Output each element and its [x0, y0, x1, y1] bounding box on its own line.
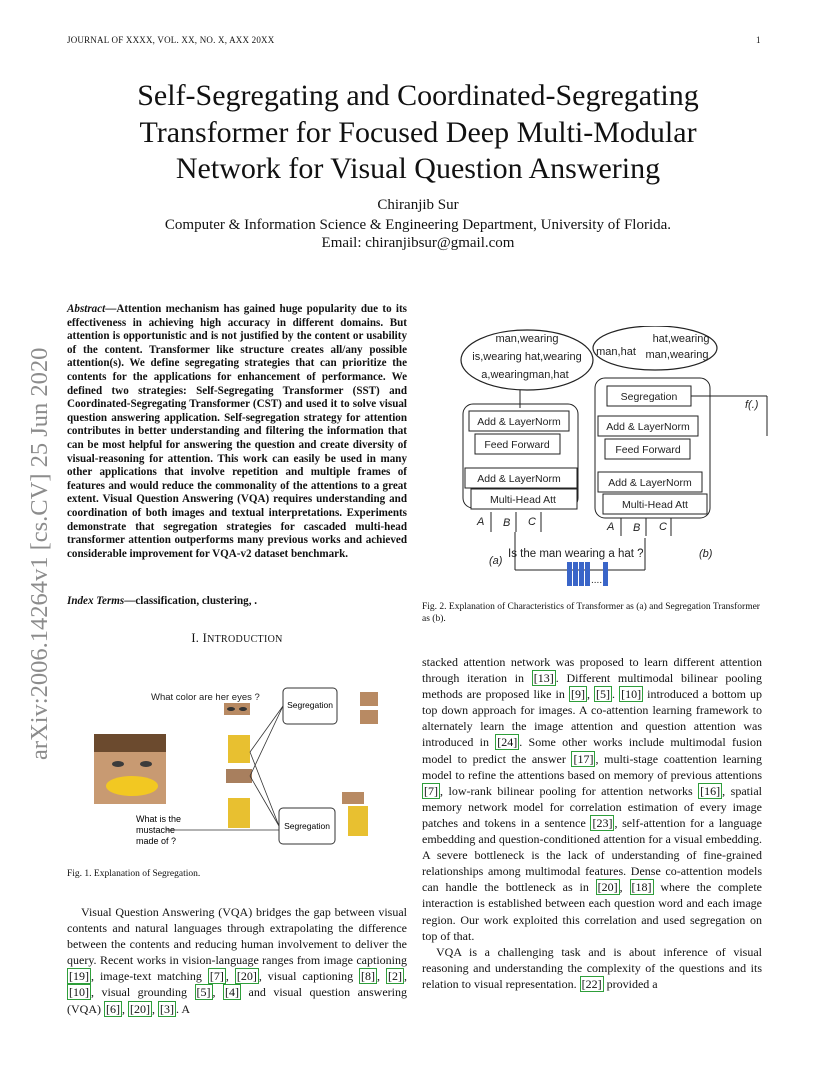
citation-link[interactable]: [16]: [700, 783, 721, 798]
paragraph: [422, 654, 762, 944]
body-text: provided a: [603, 976, 658, 991]
body-text: where the complete interaction is established between each question word and each image region. Our work exploited this correlation and used segregation on top of that.: [422, 880, 762, 943]
arxiv-stamp: arXiv:2006.14264v1 [cs.CV] 25 Jun 2020: [26, 347, 53, 760]
author-affiliation: Computer & Information Science & Engineering Department, University of Florida.: [164, 217, 672, 233]
citation-link[interactable]: [20]: [236, 969, 257, 984]
citation-link[interactable]: [7]: [209, 969, 224, 984]
banana-crop: [228, 735, 250, 763]
running-header: JOURNAL OF XXXX, VOL. XX, NO. X, AXX 20XX: [67, 35, 275, 45]
abc-label: C: [528, 516, 536, 528]
body-text: .: [612, 687, 620, 702]
section-heading-introduction: [67, 631, 407, 646]
body-text: ,: [212, 985, 224, 1000]
feature-bar: [573, 562, 578, 586]
figure-1-caption: Fig. 1. Explanation of Segregation.: [67, 869, 201, 879]
body-text: and visual question answering (VQA): [67, 985, 407, 1016]
body-text: . Some other works include multimodal fusion model to predict the answer: [422, 735, 762, 766]
citation-link[interactable]: [7]: [424, 783, 438, 798]
banana-crop: [348, 806, 368, 836]
abc-label: C: [659, 521, 667, 533]
page-number: 1: [756, 35, 761, 45]
fig1-question-1: What color are her eyes ?: [151, 692, 260, 703]
introduction-paragraph: [67, 904, 407, 1017]
f-label: f(.): [745, 399, 759, 411]
bubble-text: man,wearing: [645, 349, 709, 361]
body-text: , low-rank bilinear pooling for attention networks: [440, 783, 699, 798]
body-text: , image-text matching: [91, 969, 208, 984]
body-text: , spatial memory network model for correlation estimation of every image patches and tokens in a sentence: [422, 783, 763, 830]
eye-crop: [360, 710, 378, 724]
citation-link[interactable]: [3]: [160, 1001, 174, 1016]
citation-link[interactable]: [5]: [596, 687, 611, 702]
title-line: Network for Visual Question Answering: [175, 152, 661, 185]
citation-link[interactable]: [18]: [631, 880, 652, 895]
segregation-box-label: Segregation: [284, 821, 330, 831]
body-text: , self-attention for a language embedding and question-conditioned attention for a visual embedding. A severe bottleneck is the lack of understanding of fine-grained relationships among multimodal features. Dense co-attention models can handle the bottleneck as in: [422, 815, 763, 895]
eye-crop: [342, 792, 364, 804]
eye-crop: [226, 769, 252, 783]
author-name: Chiranjib Sur: [377, 197, 459, 213]
feature-bar: [603, 562, 608, 586]
citation-link[interactable]: [19]: [69, 969, 89, 984]
paragraph: [422, 944, 762, 992]
body-text: ,: [619, 880, 630, 895]
figure-2-caption: Fig. 2. Explanation of Characteristics of Transformer as (a) and Segregation Transformer as (b).: [422, 602, 760, 624]
citation-link[interactable]: [23]: [592, 815, 613, 830]
body-text: , multi-stage coattention learning model to refine the attentions based on memory of previous attentions: [422, 751, 762, 782]
paper-title: [60, 78, 776, 188]
citation-link[interactable]: [8]: [361, 969, 376, 984]
add-norm-label: Add & LayerNorm: [606, 421, 690, 433]
figure-1-segregation: [86, 682, 396, 852]
add-norm-label: Add & LayerNorm: [608, 477, 692, 489]
question-text: Is the man wearing a hat ?: [508, 548, 644, 560]
citation-link[interactable]: [13]: [533, 671, 554, 686]
banana-crop: [228, 798, 250, 828]
author-email: Email: chiranjibsur@gmail.com: [321, 235, 515, 251]
banana-mustache: [106, 776, 158, 796]
related-work-paragraphs: [422, 654, 762, 992]
fig1-question-2-line: made of ?: [136, 836, 177, 846]
section-heading-part: I. I: [191, 631, 208, 645]
label-a: (a): [489, 555, 503, 567]
citation-link[interactable]: [6]: [106, 1001, 120, 1016]
segregation-label: Segregation: [620, 391, 678, 403]
citation-link[interactable]: [5]: [196, 985, 211, 1000]
dots: ....: [591, 575, 603, 586]
fig1-question-2: [136, 814, 184, 846]
paragraph: [67, 904, 407, 1017]
bubble-text: man,wearing: [495, 333, 559, 345]
label-b: (b): [699, 548, 713, 560]
index-terms-lead: Index Terms: [67, 595, 125, 607]
feature-bar: [585, 562, 590, 586]
citation-link[interactable]: [20]: [130, 1001, 150, 1016]
bubble-text: man,hat: [596, 346, 636, 358]
abc-label: B: [503, 517, 511, 529]
citation-link[interactable]: [10]: [621, 687, 642, 702]
multi-head-label: Multi-Head Att: [490, 494, 556, 506]
add-norm-label: Add & LayerNorm: [477, 416, 561, 428]
title-line: Transformer for Focused Deep Multi-Modular: [139, 115, 697, 149]
citation-link[interactable]: [22]: [581, 976, 602, 991]
segregation-box-label: Segregation: [287, 700, 333, 710]
body-text: ,: [225, 969, 235, 984]
feed-forward-label: Feed Forward: [484, 439, 550, 451]
abc-label: A: [477, 516, 485, 528]
abc-label: B: [633, 522, 641, 534]
body-text: ,: [122, 1001, 128, 1016]
fig1-question-2-line: What is the: [136, 814, 182, 824]
body-text: . A: [176, 1001, 191, 1016]
body-text: stacked attention network was proposed to learn different attention through iteration in: [422, 655, 762, 686]
citation-link[interactable]: [20]: [597, 880, 618, 895]
abstract-lead: Abstract: [67, 303, 106, 315]
bubble-text: hat,wearing: [652, 333, 710, 345]
citation-link[interactable]: [10]: [69, 985, 89, 1000]
body-text: , visual grounding: [91, 985, 195, 1000]
index-terms: [67, 595, 407, 607]
abstract: [67, 303, 407, 561]
index-terms-text: —classification, clustering, .: [124, 595, 258, 607]
citation-link[interactable]: [24]: [497, 735, 518, 750]
multi-head-label: Multi-Head Att: [622, 499, 688, 511]
section-heading-part: NTRODUCTION: [207, 634, 283, 645]
fig1-question-2-line: mustache: [136, 825, 176, 835]
body-text: ,: [404, 969, 408, 984]
body-text: , visual captioning: [258, 969, 360, 984]
bubble-text: is,wearing hat,wearing: [472, 351, 582, 363]
abstract-text: —Attention mechanism has gained huge popularity due to its effectiveness in achieving high accuracy in different domains. But attention is opportunistic and is not justified by the content or usability of the content. Transformer like structure creates all/any possible attention(s). We define segregating strategies that can prioritize the contents for the applications for enhancement of performance. We defined two strategies: Self-Segregating Transformer (SST) and Coordinated-Segregating Transformer (CST) and used it to solve visual question answering application. Self-segregation strategy for attention contributes in better understanding and filtering the information that can be most helpful for answering the question and create diversity of visual-reasoning for attention. This work can easily be used in many other applications that involve repetition and multiple frames of features and would reduce the commonality of the attentions to a great extent. Visual Question Answering (VQA) requires understanding and coordination of both images and textual interpretations. Experiments demonstrate that segregation strategies for cascaded multi-head transformer attention outperforms many previous works and achieved considerable improvement for VQA-v2 dataset benchmark.: [67, 303, 407, 560]
body-text: . Different multimodal bilinear pooling methods are proposed like in: [422, 671, 762, 702]
body-text: ,: [586, 687, 595, 702]
figure-2-transformer: [455, 326, 770, 588]
citation-link[interactable]: [17]: [573, 751, 594, 766]
title-line: Self-Segregating and Coordinated-Segregating: [137, 79, 699, 112]
body-text: Visual Question Answering (VQA) bridges the gap between visual contents and natural languages through extrapolating the difference between the contents and reducing human involvement to deliver the query. Recent works in vision-language ranges from image captioning: [67, 905, 407, 968]
abc-label: A: [607, 521, 615, 533]
body-text: ,: [152, 1001, 158, 1016]
add-norm-label: Add & LayerNorm: [477, 473, 561, 485]
body-text: introduced a bottom up top down approach for images. A co-attention learning framework to alternately learn the image attention and question attention was introduced in: [422, 687, 763, 750]
body-text: ,: [377, 969, 387, 984]
eye-crop: [360, 692, 378, 706]
feature-bar: [579, 562, 584, 586]
citation-link[interactable]: [9]: [570, 687, 585, 702]
bubble-text: a,wearingman,hat: [481, 369, 569, 381]
citation-link[interactable]: [2]: [388, 969, 403, 984]
body-text: VQA is a challenging task and is about inference of visual reasoning and understanding the complexity of the questions and its relation to visual representation.: [422, 944, 762, 991]
feature-bar: [567, 562, 572, 586]
feed-forward-label: Feed Forward: [615, 444, 681, 456]
citation-link[interactable]: [4]: [225, 985, 240, 1000]
